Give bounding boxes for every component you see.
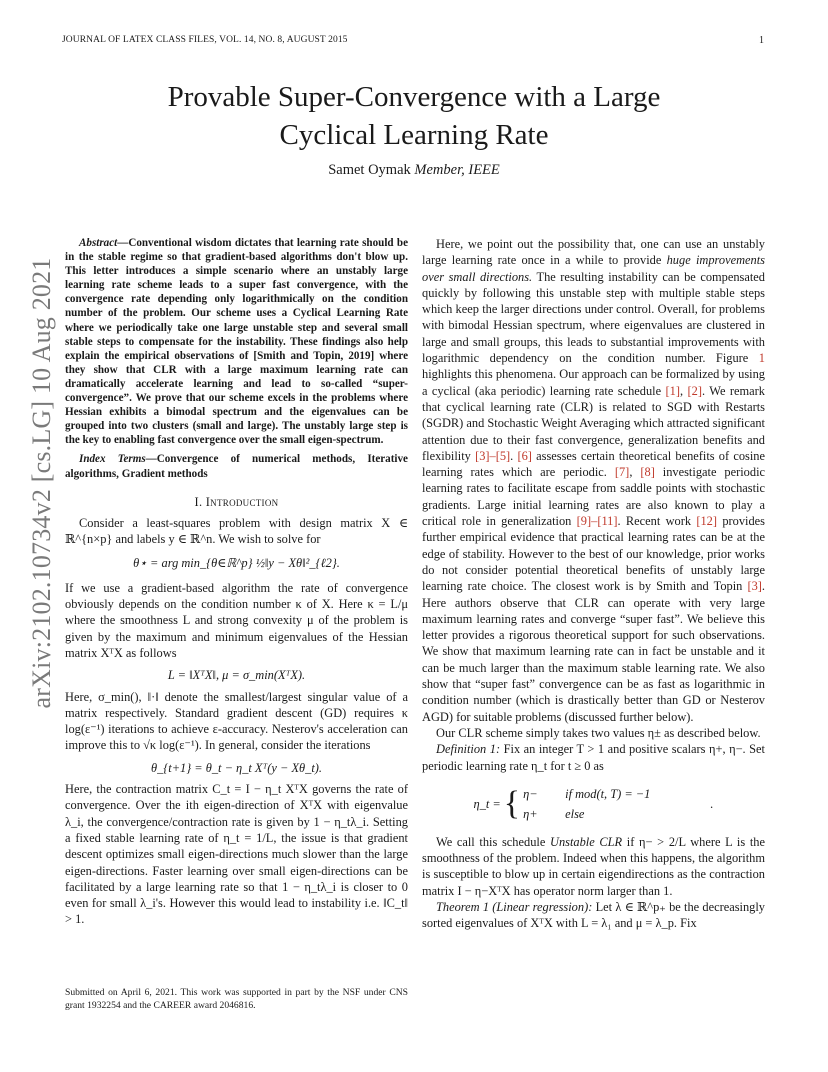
index-terms-text: —Convergence of numerical methods, Iterative algorithms, Gradient methods xyxy=(65,453,408,480)
abstract xyxy=(65,236,408,447)
text-run: highlights this phenomena. Our approach can be formalized by using a cyclical (aka periodic) learning rate schedule xyxy=(422,367,765,398)
case-value: η+ xyxy=(523,806,538,821)
text-run: , xyxy=(629,465,641,480)
citation-link[interactable]: [9]–[11] xyxy=(576,514,618,529)
piecewise-cases xyxy=(523,784,650,824)
emphasis: Unstable CLR xyxy=(550,834,623,849)
case-row xyxy=(523,804,650,824)
text-run: . Here authors observe that CLR can operate with very large maximum learning rates and converge “super fast”. We believe this letter provides a rigorous theoretical support for such observations. We show that maximum learning rate can in fact be unstable and it can be much larger than the maximum stable learning rate. We also show that “super fast” convergence can be as fast as logarithmic in condition number (which is drastically better than GD or Nesterov AGD) for suitable problems (discussed further below). xyxy=(422,579,765,724)
title-line-1: Provable Super-Convergence with a Large xyxy=(167,81,661,113)
equation-iteration: θ_{t+1} = θ_t − η_t Xᵀ(y − Xθ_t). xyxy=(151,760,322,775)
index-terms-lead: Index Terms xyxy=(79,453,146,466)
equation-argmin: θ⋆ = arg min_{θ∈ℝ^p} ½‖y − Xθ‖²_{ℓ2}. xyxy=(133,556,340,571)
piecewise-end: . xyxy=(710,796,714,811)
left-column xyxy=(65,236,408,928)
theorem-1 xyxy=(422,899,765,932)
text-run: . We remark that cyclical learning rate (CLR) is related to SGD with Restarts (SGDR) and Stochastic Weight Averaging which attracted significant attention due to their fast convergence, generalization benefits and flexibility xyxy=(422,383,765,463)
figure-ref-link[interactable]: 1 xyxy=(758,351,765,366)
text-run: The resulting instability can be compensated quickly by following this unstable step with multiple stable steps which keep the larger directions under control. Overall, for problems with bimodal Hessian spectrum, where eigenvalues are clustered in large and small groups, this leads to substantial improvements with logarithmic dependency on the condition number. Figure xyxy=(422,269,765,366)
intro-paragraph-1: Consider a least-squares problem with design matrix X ∈ ℝ^{n×p} and labels y ∈ ℝ^n. We wish to solve for xyxy=(65,515,408,547)
index-terms xyxy=(65,452,408,480)
definition-label: Definition 1: xyxy=(436,742,501,757)
author-line xyxy=(0,162,828,179)
right-column xyxy=(422,236,765,932)
piecewise-equation xyxy=(422,784,765,824)
citation-link[interactable]: [7] xyxy=(614,465,630,480)
abstract-text: —Conventional wisdom dictates that learning rate should be in the stable regime so that gradient-based algorithms don't blow up. This letter introduces a simple scenario where an unstably large learning rate scheme leads to a super fast convergence, with the convergence rate depending only logarithmically on the condition number of the problem. Our scheme uses a Cyclical Learning Rate where we periodically take one large unstable step and several small stable steps to compensate for the instability. These findings also help explain the empirical observations of [Smith and Topin, 2019] where they show that CLR with a large maximum learning rate can dramatically accelerate learning and lead to so-called “super-convergence”. We prove that our scheme excels in the problems where Hessian exhibits a bimodal spectrum and the eigenvalues can be grouped into two clusters (small and large). The unstably large step is the key to enabling fast convergence over the small eigen-spectrum. xyxy=(65,237,408,447)
case-value: η− xyxy=(523,786,538,801)
paper-title xyxy=(0,78,828,154)
case-row xyxy=(523,784,650,804)
case-condition: if mod(t, T) = −1 xyxy=(565,786,651,801)
definition-text: Fix an integer T > 1 and positive scalars η+, η−. Set periodic learning rate η_t for t ≥ 0 as xyxy=(422,742,765,773)
definition-1 xyxy=(422,741,765,774)
citation-link[interactable]: [6] xyxy=(517,448,532,463)
text-run: provides further empirical evidence that practical learning rates can be at the edge of stability. However to the best of our knowledge, prior works do not consider potential theoretical benefits of unstably large learning rate choice. The closest work is by Smith and Topin xyxy=(422,514,765,594)
left-brace-glyph: { xyxy=(503,784,521,822)
citation-link[interactable]: [12] xyxy=(696,514,718,529)
citation-link[interactable]: [2] xyxy=(687,383,702,398)
citation-link[interactable]: [8] xyxy=(640,465,655,480)
right-paragraph-2: Our CLR scheme simply takes two values η± as described below. xyxy=(436,725,761,740)
piecewise-lhs: η_t = xyxy=(473,796,501,811)
abstract-lead: Abstract xyxy=(79,237,118,249)
title-line-2: Cyclical Learning Rate xyxy=(279,119,549,151)
footnote: Submitted on April 6, 2021. This work was supported in part by the NSF under CNS grant 1932254 and the CAREER award 2046816. xyxy=(65,987,408,1011)
intro-paragraph-4: Here, the contraction matrix C_t = I − η_t XᵀX governs the rate of convergence. Over the ith eigen-direction of XᵀX with eigenvalue λ_i, the convergence/contraction rate is given by 1 − η_tλ_i. Setting a fixed stable learning rate of η_t = 1/L, the issue is that gradient descent optimizes small eigen-directions much slower than the large eigen-directions. Faster learning over small eigen-directions can be facilitated by a large learning rate so that 1 − η_tλ_i is closer to 0 even for small λ_i's. However this would lead to instability i.e. ‖C_t‖ > 1. xyxy=(65,782,408,927)
intro-paragraph-2: If we use a gradient-based algorithm the rate of convergence obviously depends on the condition number κ of X. Here κ = L/μ where the smoothness L and strong convexity μ of the problem is given by the maximum and minimum eigenvalues of the Hessian matrix XᵀX as follows xyxy=(65,580,408,660)
author-affiliation: Member, IEEE xyxy=(414,162,500,178)
text-run: investigate periodic learning rates to facilitate escape from saddle points with stochastic gradients. Large initial learning rates are also known to play a critical role in generalization xyxy=(422,465,766,529)
right-paragraph-3 xyxy=(422,834,765,899)
arxiv-id: arXiv:2102.10734v2 [cs.LG] 10 Aug 2021 xyxy=(27,257,56,708)
citation-link[interactable]: [1] xyxy=(665,383,680,398)
text-run: . Recent work xyxy=(617,514,697,529)
author-name: Samet Oymak xyxy=(328,162,411,178)
equation-smoothness: L = ‖XᵀX‖, μ = σ_min(XᵀX). xyxy=(167,668,306,683)
arxiv-stamp xyxy=(22,257,62,708)
citation-link[interactable]: [3]–[5] xyxy=(475,448,511,463)
text-run: assesses certain theoretical benefits of cosine learning rates which are periodic. xyxy=(422,448,765,480)
intro-paragraph-3: Here, σ_min(), ‖·‖ denote the smallest/largest singular value of a matrix respectively. Standard gradient descent (GD) requires κ log(ε⁻¹) iterations to achieve ε-accuracy. Nesterov's acceleration can improve this to √κ log(ε⁻¹). In general, consider the iterations xyxy=(65,689,408,753)
text-run: Here, we point out the possibility that, one can use an unstably large learning rate once in a while to provide xyxy=(422,237,765,268)
section-heading-introduction: I. Introduction xyxy=(194,494,279,509)
text-run: , xyxy=(680,383,688,398)
theorem-label: Theorem 1 (Linear regression): xyxy=(436,899,593,914)
case-condition: else xyxy=(565,806,585,821)
citation-link[interactable]: [3] xyxy=(747,579,762,594)
emphasis: huge improvements over small directions. xyxy=(422,253,766,284)
text-run: if η− > 2/L where L is the smoothness of the problem. Indeed when this happens, the algorithm is susceptible to blow up in certain eigendirections as the contraction matrix I − η−XᵀX has operator norm larger than 1. xyxy=(422,834,766,898)
running-header: JOURNAL OF LATEX CLASS FILES, VOL. 14, NO. 8, AUGUST 2015 xyxy=(62,35,348,45)
right-paragraph-1 xyxy=(422,236,765,725)
theorem-text: Let λ ∈ ℝ^p₊ be the decreasingly sorted eigenvalues of XᵀX with L = λ₁ and μ = λ_p. Fix xyxy=(422,899,765,931)
text-run: We call this schedule xyxy=(436,834,550,849)
text-run: . xyxy=(510,448,518,463)
page-number: 1 xyxy=(759,35,764,46)
